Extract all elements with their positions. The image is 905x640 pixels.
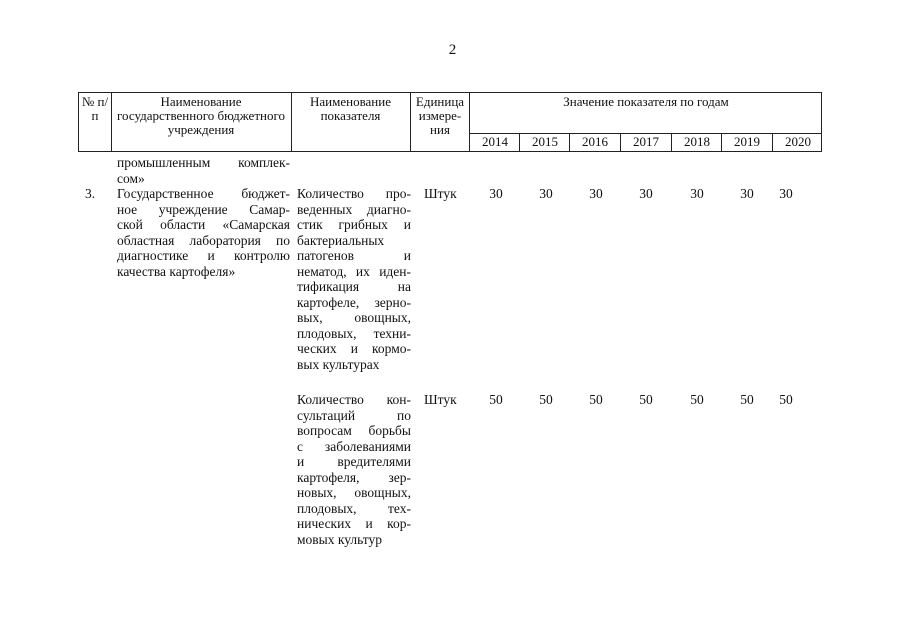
value-cell: 50 xyxy=(539,392,553,407)
value-cell: 50 xyxy=(489,392,503,407)
text-line: сультаций по xyxy=(297,407,411,423)
text-line: Количество про- xyxy=(297,186,411,201)
value-cell: 30 xyxy=(539,186,553,201)
header-year: 2015 xyxy=(532,134,558,149)
column-divider xyxy=(291,93,292,151)
text-line: картофеля, зер- xyxy=(297,469,411,485)
value-cell: 30 xyxy=(779,186,793,201)
text-line: вопросам борьбы xyxy=(297,423,411,438)
header-indicator: Наименование показателя xyxy=(310,94,391,123)
value-cell: 50 xyxy=(589,392,603,407)
header-year: 2020 xyxy=(785,134,811,149)
text-line: ное учреждение Самар- xyxy=(117,201,290,217)
text-line: нических и кор- xyxy=(297,516,411,531)
table-header xyxy=(78,92,822,152)
continuation-text xyxy=(117,155,290,186)
text-line: промышленным комплек- xyxy=(117,155,290,170)
value-cell: 50 xyxy=(639,392,653,407)
value-cell: 30 xyxy=(639,186,653,201)
text-line: с заболеваниями xyxy=(297,438,411,454)
value-cell: 50 xyxy=(690,392,704,407)
text-line: сом» xyxy=(117,170,145,186)
text-line: вых, овощных, xyxy=(297,310,411,325)
institution-name xyxy=(117,186,290,279)
text-line: ческих и кормо- xyxy=(297,341,411,356)
header-year: 2019 xyxy=(734,134,760,149)
text-line: новых, овощных, xyxy=(297,485,411,500)
value-cell: 30 xyxy=(489,186,503,201)
header-unit: Единица измере-ния xyxy=(415,94,465,137)
text-line: качества картофеля» xyxy=(117,263,236,279)
header-year: 2017 xyxy=(633,134,659,149)
text-line: областная лаборатория по xyxy=(117,232,290,248)
text-line: бактериальных xyxy=(297,232,385,248)
text-line: плодовых, техни- xyxy=(297,325,411,341)
value-cell: 30 xyxy=(589,186,603,201)
text-line: вых культурах xyxy=(297,356,380,372)
header-institution: Наименование государственного бюджетного учреждения xyxy=(117,94,285,137)
text-line: Количество кон- xyxy=(297,392,411,407)
value-cell: 30 xyxy=(690,186,704,201)
text-line: картофеле, зерно- xyxy=(297,294,411,310)
value-cell: 50 xyxy=(740,392,754,407)
text-line: диагностике и контролю xyxy=(117,248,290,263)
unit-value: Штук xyxy=(424,186,457,201)
header-num: № п/п xyxy=(81,94,109,123)
text-line: тификация на xyxy=(297,279,411,294)
indicator-name xyxy=(297,392,411,547)
row-number: 3. xyxy=(85,186,96,201)
header-values-group: Значение показателя по годам xyxy=(563,94,729,109)
text-line: ской области «Самарская xyxy=(117,217,290,232)
text-line: патогенов и xyxy=(297,248,411,263)
header-year: 2018 xyxy=(684,134,710,149)
text-line: стик грибных и xyxy=(297,217,411,232)
text-line: нематод, их иден- xyxy=(297,263,411,279)
text-line: и вредителями xyxy=(297,454,411,469)
text-line: мовых культур xyxy=(297,531,382,547)
header-year: 2014 xyxy=(482,134,508,149)
page-number: 2 xyxy=(448,42,457,58)
text-line: Государственное бюджет- xyxy=(117,186,290,201)
value-cell: 30 xyxy=(740,186,754,201)
column-divider xyxy=(111,93,112,151)
value-cell: 50 xyxy=(779,392,793,407)
header-year: 2016 xyxy=(582,134,608,149)
indicator-name xyxy=(297,186,411,372)
text-line: плодовых, тех- xyxy=(297,500,411,516)
text-line: веденных диагно- xyxy=(297,201,411,217)
unit-value: Штук xyxy=(424,392,457,407)
